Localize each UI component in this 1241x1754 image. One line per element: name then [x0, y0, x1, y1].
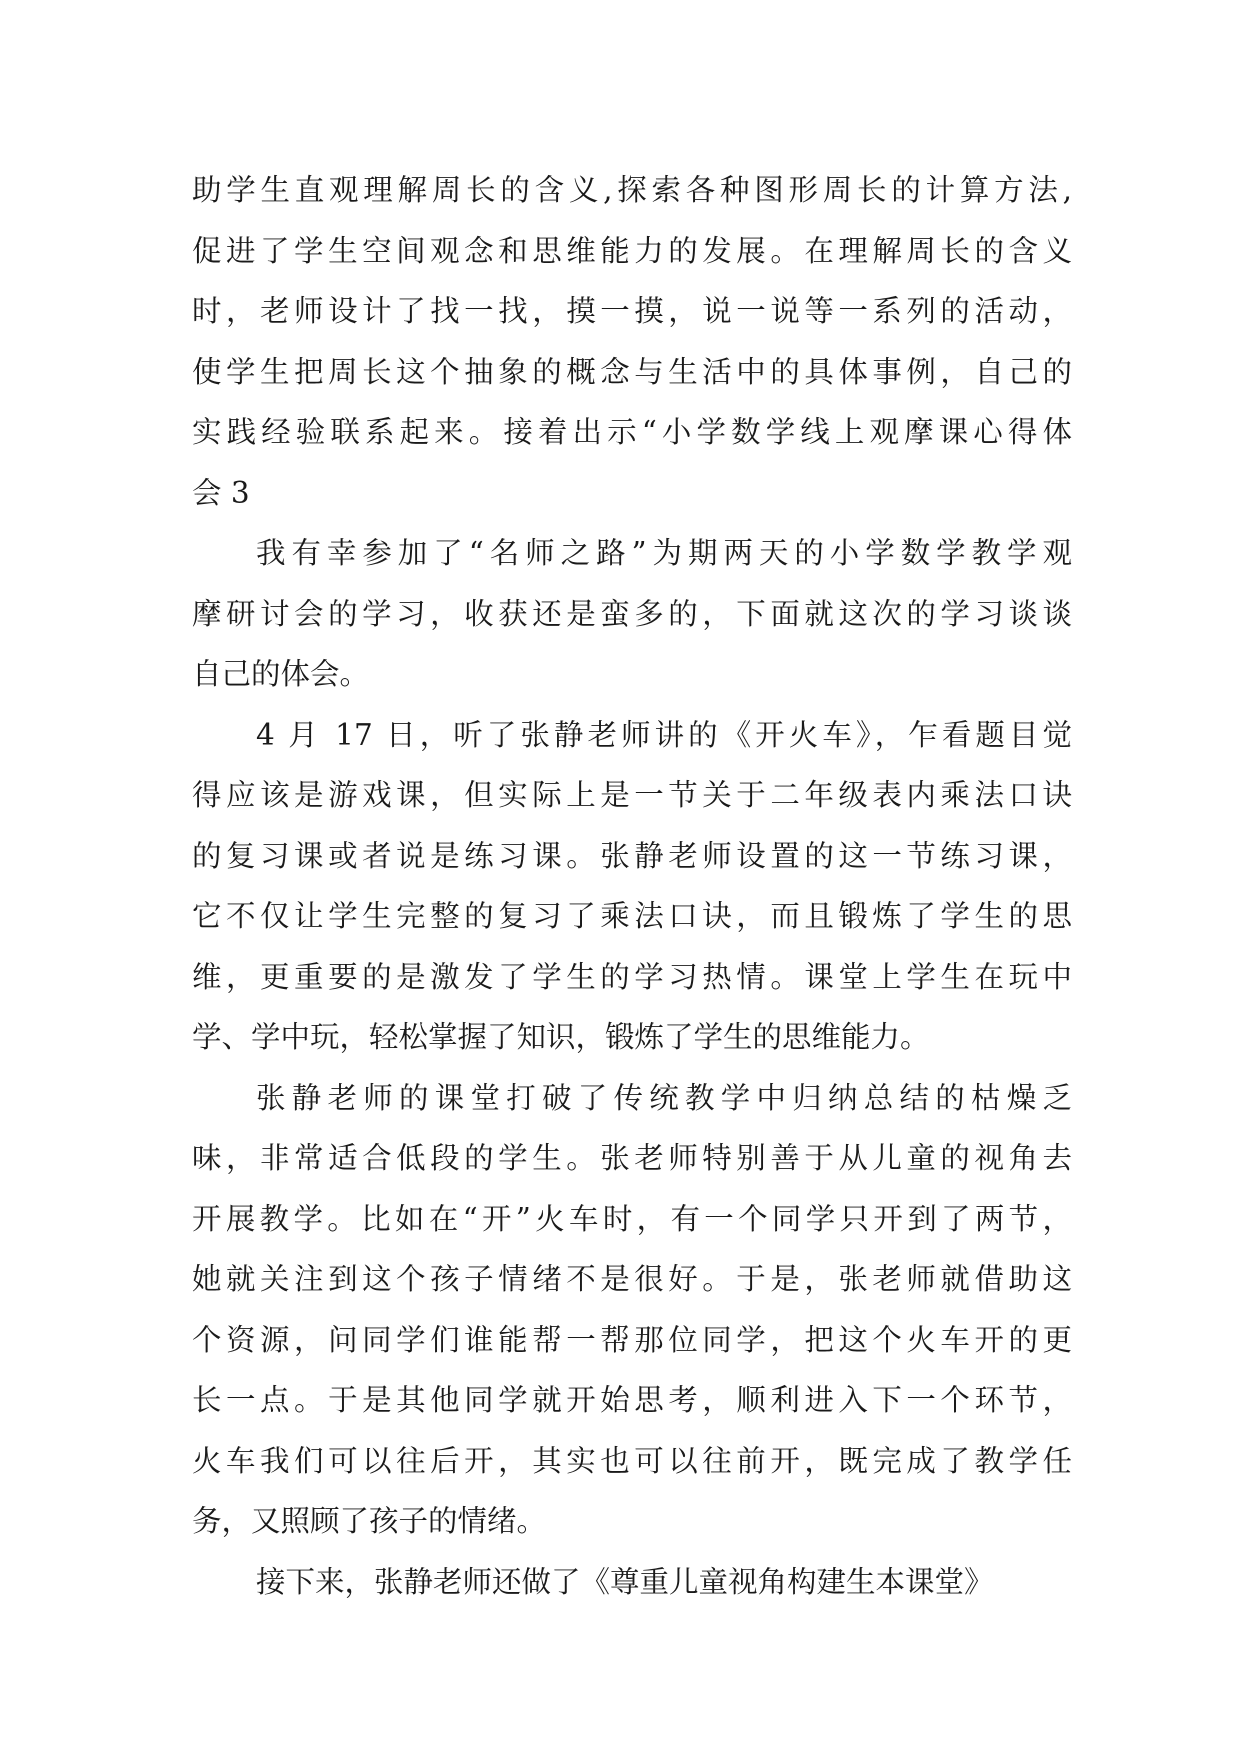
text-line: 长一点。于是其他同学就开始思考，顺利进入下一个环节，: [192, 1383, 1072, 1417]
text-line: 她就关注到这个孩子情绪不是很好。于是，张老师就借助这: [192, 1262, 1072, 1296]
text-line: 火车我们可以往后开，其实也可以往前开，既完成了教学任: [192, 1443, 1072, 1478]
text-line: 4 月 17 日，听了张静老师讲的《开火车》，乍看题目觉: [256, 717, 1072, 752]
paragraph-1: [192, 160, 1072, 523]
text-line: 它不仅让学生完整的复习了乘法口诀，而且锻炼了学生的思: [192, 899, 1072, 933]
text-line: 我有幸参加了“名师之路”为期两天的小学数学教学观: [256, 536, 1072, 570]
text-line: 助学生直观理解周长的含义,探索各种图形周长的计算方法,: [192, 173, 1072, 207]
paragraph-4: [192, 1068, 1072, 1552]
document-body: [192, 160, 1072, 1612]
paragraph-3: [192, 705, 1072, 1068]
text-line: 维，更重要的是激发了学生的学习热情。课堂上学生在玩中: [192, 959, 1072, 994]
paragraph-5: [192, 1552, 1072, 1613]
text-line: 味，非常适合低段的学生。张老师特别善于从儿童的视角去: [192, 1141, 1072, 1175]
text-line: 会 3: [192, 475, 250, 510]
text-line: 使学生把周长这个抽象的概念与生活中的具体事例，自己的: [192, 354, 1072, 389]
text-line: 时，老师设计了找一找，摸一摸，说一说等一系列的活动，: [192, 294, 1072, 328]
text-line: 的复习课或者说是练习课。张静老师设置的这一节练习课，: [192, 838, 1072, 873]
text-line: 实践经验联系起来。接着出示“小学数学线上观摩课心得体: [192, 415, 1072, 449]
text-line: 摩研讨会的学习，收获还是蛮多的，下面就这次的学习谈谈: [192, 596, 1072, 631]
text-line: 促进了学生空间观念和思维能力的发展。在理解周长的含义: [192, 233, 1072, 268]
text-line: 张静老师的课堂打破了传统教学中归纳总结的枯燥乏: [256, 1080, 1072, 1115]
text-line: 接下来，张静老师还做了《尊重儿童视角构建生本课堂》: [256, 1564, 994, 1599]
text-line: 学、学中玩，轻松掌握了知识，锻炼了学生的思维能力。: [192, 1020, 930, 1054]
text-line: 个资源，问同学们谁能帮一帮那位同学，把这个火车开的更: [192, 1322, 1072, 1357]
text-line: 开展教学。比如在“开”火车时，有一个同学只开到了两节，: [192, 1201, 1072, 1236]
paragraph-2: [192, 523, 1072, 705]
text-line: 得应该是游戏课，但实际上是一节关于二年级表内乘法口诀: [192, 778, 1072, 812]
text-line: 务，又照顾了孩子的情绪。: [192, 1504, 547, 1538]
text-line: 自己的体会。: [192, 657, 370, 691]
